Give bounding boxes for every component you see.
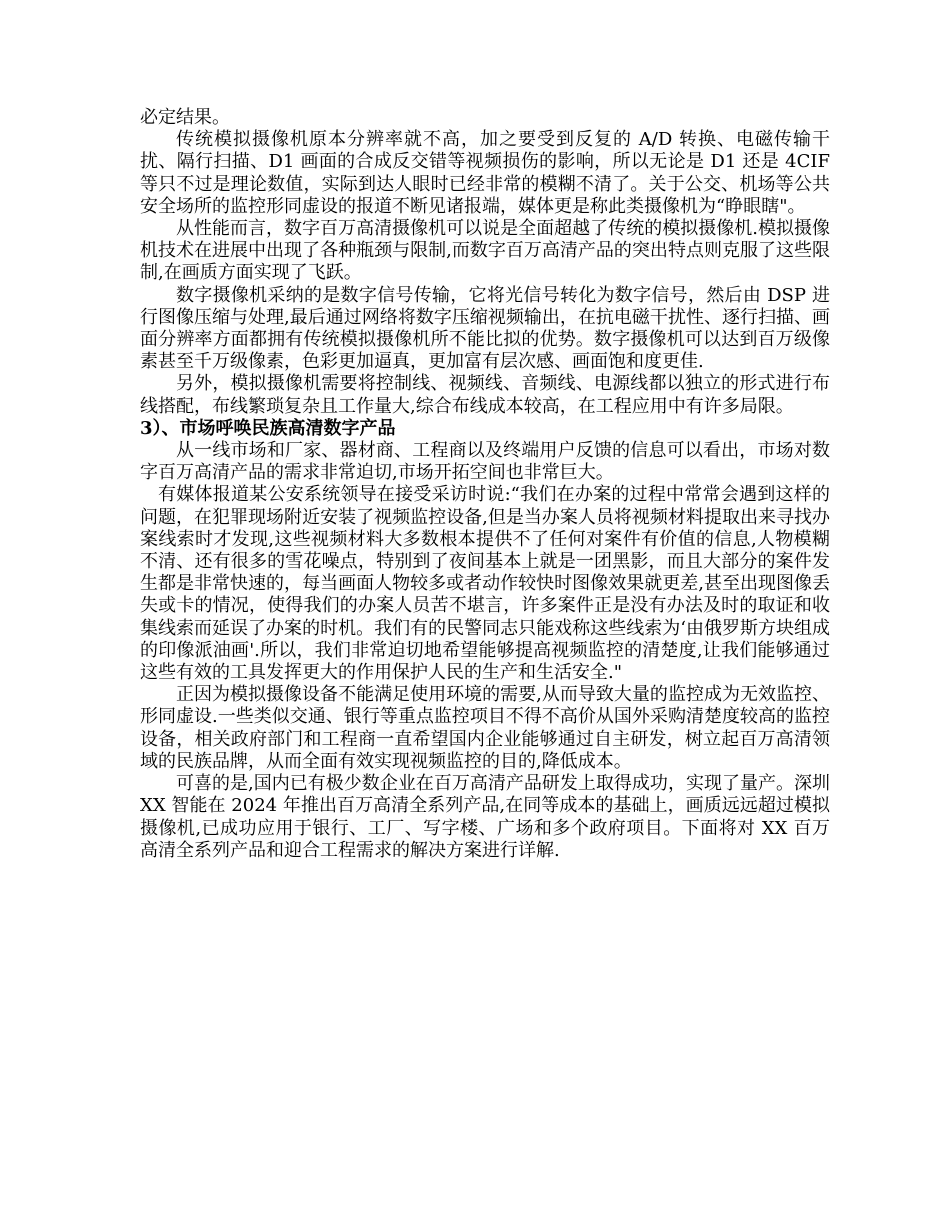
paragraph-6: 从一线市场和厂家、器材商、工程商以及终端用户反馈的信息可以看出，市场对数字百万高清产品的需求非常迫切,市场开拓空间也非常巨大。 — [140, 440, 830, 484]
paragraph-5: 另外，模拟摄像机需要将控制线、视频线、音频线、电源线都以独立的形式进行布线搭配，布线繁琐复杂且工作量大,综合布线成本较高，在工程应用中有许多局限。 — [140, 373, 830, 417]
paragraph-8: 正因为模拟摄像设备不能满足使用环境的需要,从而导致大量的监控成为无效监控、形同虚设.一些类似交通、银行等重点监控项目不得不高价从国外采购清楚度较高的监控设备，相关政府部门和工程商一直希望国内企业能够通过自主研发，树立起百万高清领域的民族品牌，从而全面有效实现视频监控的目的,降低成本。 — [140, 684, 830, 772]
paragraph-1: 必定结果。 — [140, 107, 230, 128]
paragraph-2: 传统模拟摄像机原本分辨率就不高，加之要受到反复的 A/D 转换、电磁传输干扰、隔行扫描、D1 画面的合成反交错等视频损伤的影响，所以无论是 D1 还是 4CIF 等只不过是理论数值，实际到达人眼时已经非常的模糊不清了。关于公交、机场等公共安全场所的监控形同虚设的报道不断见诸报端，媒体更是称此类摄像机为“睁眼瞎"。 — [140, 129, 830, 217]
paragraph-7: 有媒体报道某公安系统领导在接受采访时说:“我们在办案的过程中常常会遇到这样的问题，在犯罪现场附近安装了视频监控设备,但是当办案人员将视频材料提取出来寻找办案线索时才发现,这些视频材料大多数根本提供不了任何对案件有价值的信息,人物模糊不清、还有很多的雪花噪点，特别到了夜间基本上就是一团黑影，而且大部分的案件发生都是非常快速的，每当画面人物较多或者动作较快时图像效果就更差,甚至出现图像丢失或卡的情况，使得我们的办案人员苦不堪言，许多案件正是没有办法及时的取证和收集线索而延误了办案的时机。我们有的民警同志只能戏称这些线索为‘由俄罗斯方块组成的印像派油画'.所以，我们非常迫切地希望能够提高视频监控的清楚度,让我们能够通过这些有效的工具发挥更大的作用保护人民的生产和生活安全." — [140, 484, 830, 684]
section-heading: 3）、市场呼唤民族高清数字产品 — [140, 417, 396, 439]
document-body — [140, 107, 830, 862]
paragraph-9: 可喜的是,国内已有极少数企业在百万高清产品研发上取得成功，实现了量产。深圳 XX 智能在 2024 年推出百万高清全系列产品,在同等成本的基础上，画质远远超过模拟摄像机,已成功应用于银行、工厂、写字楼、广场和多个政府项目。下面将对 XX 百万高清全系列产品和迎合工程需求的解决方案进行详解. — [140, 773, 830, 861]
paragraph-4: 数字摄像机采纳的是数字信号传输，它将光信号转化为数字信号，然后由 DSP 进行图像压缩与处理,最后通过网络将数字压缩视频输出，在抗电磁干扰性、逐行扫描、画面分辨率方面都拥有传统模拟摄像机所不能比拟的优势。数字摄像机可以达到百万级像素甚至千万级像素，色彩更加逼真，更加富有层次感、画面饱和度更佳. — [140, 284, 830, 373]
paragraph-3: 从性能而言，数字百万高清摄像机可以说是全面超越了传统的模拟摄像机.模拟摄像机技术在进展中出现了各种瓶颈与限制,而数字百万高清产品的突出特点则克服了这些限制,在画质方面实现了飞跃。 — [140, 218, 830, 284]
